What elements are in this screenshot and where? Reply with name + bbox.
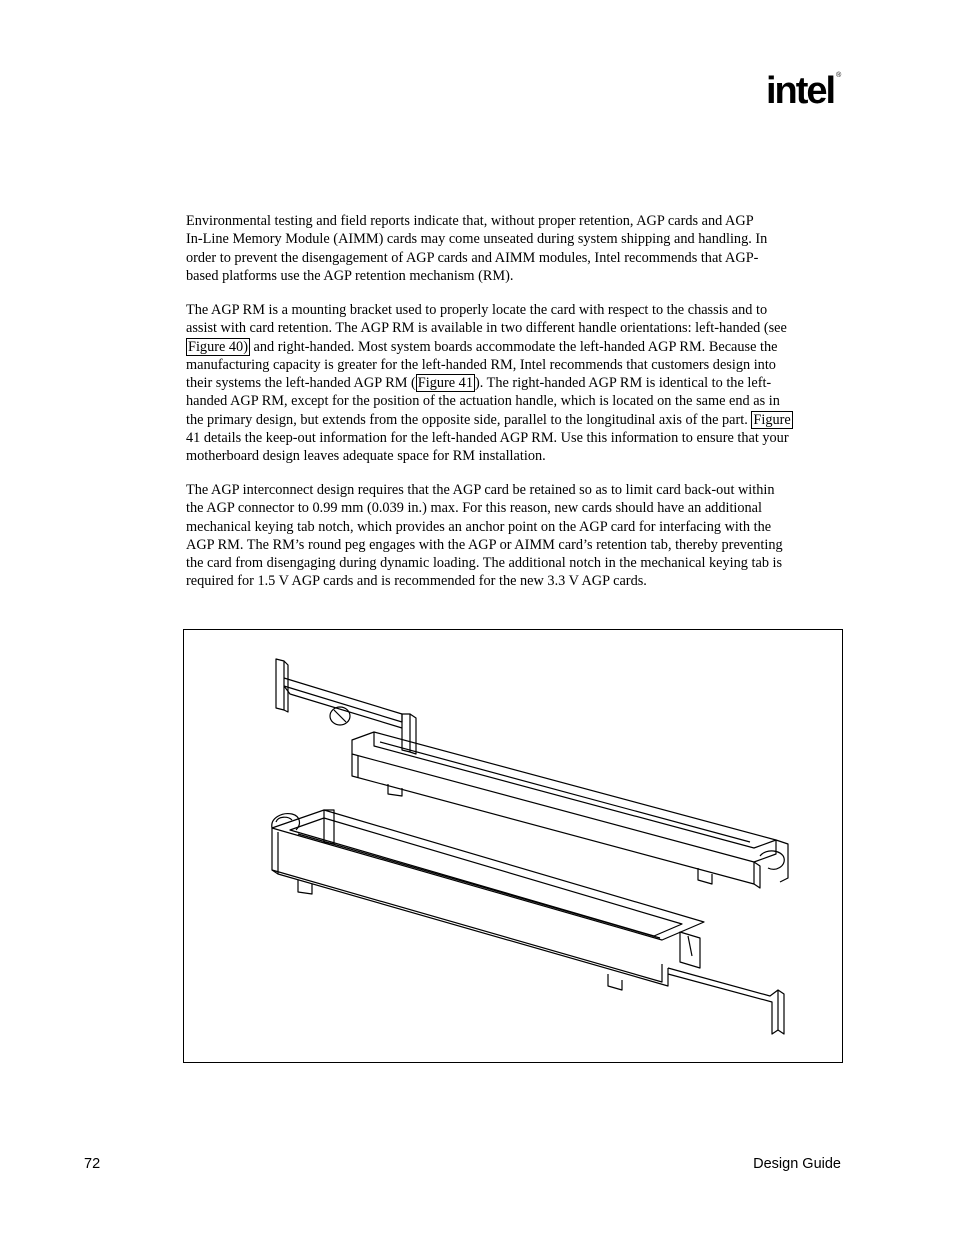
text-line: Environmental testing and field reports indicate that, without proper retention, AGP cards and AGP (186, 213, 754, 229)
text-segment: ). The right-handed AGP RM is identical to the left- (474, 375, 772, 392)
text-line: In-Line Memory Module (AIMM) cards may come unseated during system shipping and handling. In (186, 231, 768, 248)
logo-wordmark: intel (766, 70, 835, 112)
text-line: motherboard design leaves adequate space for RM installation. (186, 448, 546, 465)
page-number: 72 (84, 1156, 101, 1172)
text-line: AGP RM. The RM’s round peg engages with the AGP or AIMM card’s retention tab, thereby preventing (186, 536, 783, 553)
text-line: order to prevent the disengagement of AGP cards and AIMM modules, Intel recommends that AGP- (186, 249, 759, 266)
registered-mark: ® (836, 72, 840, 79)
text-line: the card from disengaging during dynamic loading. The additional notch in the mechanical keying tab is (186, 555, 783, 572)
text-line (186, 429, 848, 447)
text-segment: and right-handed. Most system boards accommodate the left-handed AGP RM. Because the (249, 338, 778, 355)
figure-41-link-split[interactable]: Figure (753, 411, 791, 428)
figure-41-link-continued[interactable]: 41 (186, 430, 201, 447)
upper-retention-mechanism (276, 659, 788, 888)
text-line: The AGP RM is a mounting bracket used to properly locate the card with respect to the chassis and to (186, 302, 768, 318)
paragraph-retention-intro (186, 212, 848, 285)
text-line (186, 338, 848, 356)
text-line: assist with card retention. The AGP RM is available in two different handle orientations: left-handed (see (186, 320, 787, 337)
paragraph-agp-rm-description (186, 301, 848, 466)
text-line: the AGP connector to 0.99 mm (0.039 in.) max. For this reason, new cards should have an additional (186, 500, 763, 517)
figure-frame (183, 629, 843, 1063)
paragraph-interconnect-requirements (186, 481, 848, 591)
text-line: manufacturing capacity is greater for the left-handed RM, Intel recommends that customers design into (186, 356, 776, 373)
text-segment: the primary design, but extends from the opposite side, parallel to the longitudinal axis of the part. (186, 411, 752, 428)
text-line: The AGP interconnect design requires that the AGP card be retained so as to limit card back-out within (186, 482, 775, 498)
intel-logo (766, 72, 839, 110)
text-line: required for 1.5 V AGP cards and is recommended for the new 3.3 V AGP cards. (186, 573, 647, 590)
footer-title: Design Guide (753, 1156, 841, 1172)
agp-retention-mechanism-drawing (184, 630, 842, 1062)
lower-retention-mechanism (272, 810, 784, 1034)
text-line (186, 374, 848, 392)
text-line: based platforms use the AGP retention mechanism (RM). (186, 267, 514, 284)
text-line: handed AGP RM, except for the position of the actuation handle, which is located on the same end as in (186, 393, 780, 410)
text-line: mechanical keying tab notch, which provides an anchor point on the AGP card for interfacing with the (186, 518, 772, 535)
text-line (186, 411, 848, 429)
figure-40-link[interactable]: Figure 40) (188, 338, 248, 355)
text-segment: details the keep-out information for the left-handed AGP RM. Use this information to ensure that your (200, 430, 789, 447)
figure-41-link[interactable]: Figure 41 (417, 375, 473, 392)
text-segment: their systems the left-handed AGP RM ( (186, 375, 416, 392)
